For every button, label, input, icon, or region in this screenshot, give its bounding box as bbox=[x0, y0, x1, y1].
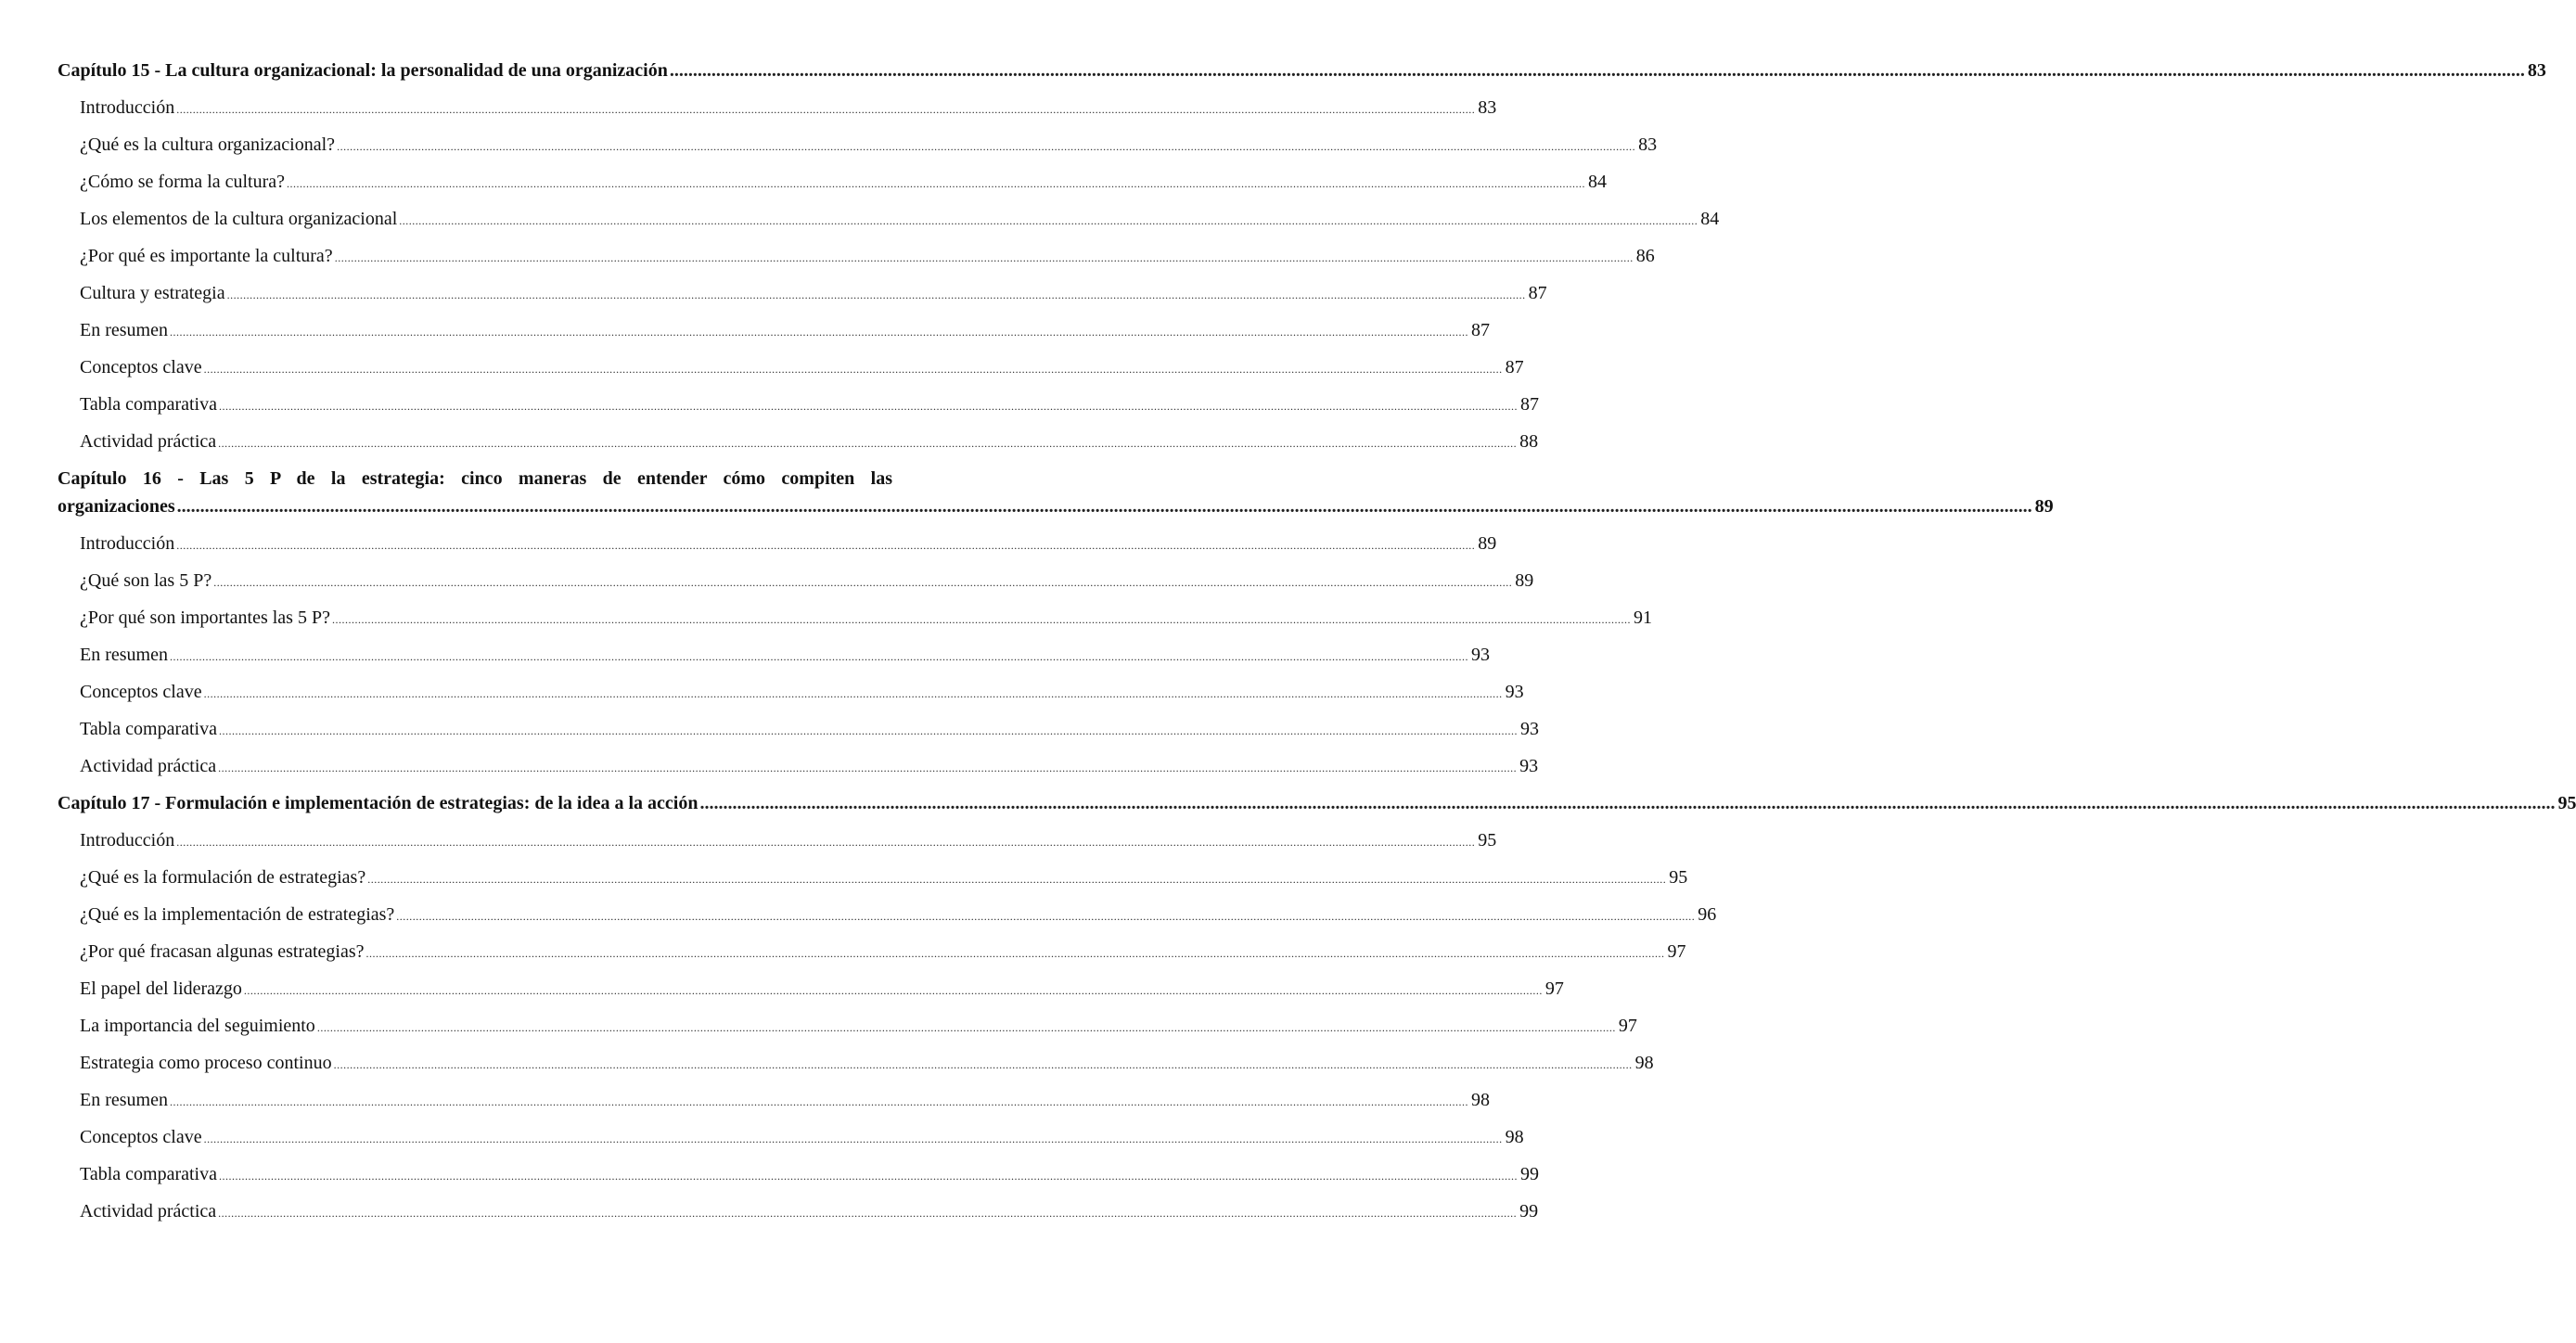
chapter-heading[interactable] bbox=[58, 492, 2054, 520]
page-number: 87 bbox=[1470, 320, 1490, 340]
page-number: 93 bbox=[1519, 756, 1539, 776]
dot-leader: ................................................................................................................................................................................................................................................................................................................................................................................................................ bbox=[699, 793, 2556, 813]
page-number: 93 bbox=[1519, 719, 1539, 739]
dot-leader: ................................................................................................................................................................................................................................................................................................................................................................................................................ bbox=[203, 1132, 1503, 1145]
entry-label: Estrategia como proceso continuo bbox=[80, 1053, 332, 1073]
entry-label: ¿Qué es la cultura organizacional? bbox=[80, 134, 336, 155]
entry-label: Actividad práctica bbox=[80, 1201, 217, 1221]
chapter-15 bbox=[58, 52, 2546, 460]
toc-entry[interactable] bbox=[58, 859, 1688, 896]
toc-entry[interactable] bbox=[58, 636, 1490, 673]
dot-leader: ................................................................................................................................................................................................................................................................................................................................................................................................................ bbox=[213, 576, 1513, 589]
toc-entry[interactable] bbox=[58, 933, 1686, 970]
chapter-title: Capítulo 15 - La cultura organizacional: la personalidad de una organización bbox=[58, 60, 668, 81]
page-number: 98 bbox=[1505, 1127, 1524, 1147]
page-number: 84 bbox=[1700, 209, 1720, 229]
entry-label: Conceptos clave bbox=[80, 682, 202, 702]
toc-entry[interactable] bbox=[58, 525, 1497, 562]
toc-entry[interactable] bbox=[58, 970, 1564, 1007]
toc-entry[interactable] bbox=[58, 1007, 1637, 1044]
entry-label: ¿Cómo se forma la cultura? bbox=[80, 172, 286, 192]
toc-entry[interactable] bbox=[58, 163, 1608, 200]
toc-entry[interactable] bbox=[58, 126, 1658, 163]
toc-entry[interactable] bbox=[58, 599, 1652, 636]
dot-leader: ................................................................................................................................................................................................................................................................................................................................................................................................................ bbox=[169, 1095, 1468, 1108]
page-number: 95 bbox=[1478, 830, 1497, 851]
page-number: 84 bbox=[1588, 172, 1608, 192]
chapter-heading[interactable] bbox=[58, 785, 2576, 822]
entry-label: Conceptos clave bbox=[80, 1127, 202, 1147]
page-number: 87 bbox=[1519, 394, 1539, 415]
entry-label: Introducción bbox=[80, 533, 175, 554]
dot-leader: ................................................................................................................................................................................................................................................................................................................................................................................................................ bbox=[203, 687, 1503, 700]
page-number: 98 bbox=[1634, 1053, 1654, 1073]
page-number: 87 bbox=[1528, 283, 1547, 303]
page-number: 95 bbox=[1669, 867, 1688, 888]
dot-leader: ................................................................................................................................................................................................................................................................................................................................................................................................................ bbox=[365, 947, 1665, 960]
toc-entry[interactable] bbox=[58, 386, 1539, 423]
page-number: 93 bbox=[1505, 682, 1524, 702]
toc-entry[interactable] bbox=[58, 200, 1720, 237]
toc-entry[interactable] bbox=[58, 896, 1717, 933]
page-number: 88 bbox=[1519, 431, 1539, 452]
toc-entry[interactable] bbox=[58, 1044, 1654, 1081]
toc-entry[interactable] bbox=[58, 822, 1497, 859]
page-number: 97 bbox=[1618, 1016, 1637, 1036]
chapter-title-line2: organizaciones bbox=[58, 496, 175, 517]
toc-entry[interactable] bbox=[58, 562, 1534, 599]
entry-label: ¿Por qué es importante la cultura? bbox=[80, 246, 333, 266]
dot-leader: ................................................................................................................................................................................................................................................................................................................................................................................................................ bbox=[399, 214, 1698, 227]
chapter-16 bbox=[58, 465, 2054, 785]
dot-leader: ................................................................................................................................................................................................................................................................................................................................................................................................................ bbox=[176, 539, 1476, 552]
toc-entry[interactable] bbox=[58, 748, 1539, 785]
entry-label: ¿Por qué son importantes las 5 P? bbox=[80, 608, 330, 628]
entry-label: Cultura y estrategia bbox=[80, 283, 225, 303]
dot-leader: ................................................................................................................................................................................................................................................................................................................................................................................................................ bbox=[176, 496, 2032, 517]
dot-leader: ................................................................................................................................................................................................................................................................................................................................................................................................................ bbox=[337, 140, 1636, 153]
dot-leader: ................................................................................................................................................................................................................................................................................................................................................................................................................ bbox=[316, 1021, 1616, 1034]
entry-label: En resumen bbox=[80, 320, 168, 340]
dot-leader: ................................................................................................................................................................................................................................................................................................................................................................................................................ bbox=[334, 251, 1634, 264]
page-number: 89 bbox=[1478, 533, 1497, 554]
dot-leader: ................................................................................................................................................................................................................................................................................................................................................................................................................ bbox=[669, 60, 2525, 81]
entry-label: Tabla comparativa bbox=[80, 1164, 217, 1184]
entry-label: ¿Por qué fracasan algunas estrategias? bbox=[80, 941, 365, 962]
toc-entry[interactable] bbox=[58, 349, 1524, 386]
toc-entry[interactable] bbox=[58, 423, 1539, 460]
toc-entry[interactable] bbox=[58, 1156, 1539, 1193]
toc-entry[interactable] bbox=[58, 673, 1524, 710]
entry-label: Los elementos de la cultura organizacional bbox=[80, 209, 398, 229]
page-number: 86 bbox=[1635, 246, 1655, 266]
dot-leader: ................................................................................................................................................................................................................................................................................................................................................................................................................ bbox=[287, 177, 1586, 190]
chapter-17 bbox=[58, 785, 2576, 1230]
dot-leader: ................................................................................................................................................................................................................................................................................................................................................................................................................ bbox=[333, 1058, 1633, 1071]
page-number: 87 bbox=[1505, 357, 1524, 377]
page-number: 93 bbox=[1470, 645, 1490, 665]
toc-entry[interactable] bbox=[58, 1081, 1490, 1119]
entry-label: En resumen bbox=[80, 1090, 168, 1110]
entry-label: La importancia del seguimiento bbox=[80, 1016, 315, 1036]
dot-leader: ................................................................................................................................................................................................................................................................................................................................................................................................................ bbox=[218, 400, 1518, 413]
page-number: 95 bbox=[2557, 793, 2576, 813]
dot-leader: ................................................................................................................................................................................................................................................................................................................................................................................................................ bbox=[218, 437, 1518, 450]
chapter-heading[interactable] bbox=[58, 52, 2546, 89]
toc-entry[interactable] bbox=[58, 275, 1547, 312]
toc-entry[interactable] bbox=[58, 1193, 1539, 1230]
entry-label: Tabla comparativa bbox=[80, 719, 217, 739]
toc-entry[interactable] bbox=[58, 312, 1490, 349]
entry-label: Introducción bbox=[80, 97, 175, 118]
dot-leader: ................................................................................................................................................................................................................................................................................................................................................................................................................ bbox=[367, 873, 1667, 886]
entry-label: Tabla comparativa bbox=[80, 394, 217, 415]
dot-leader: ................................................................................................................................................................................................................................................................................................................................................................................................................ bbox=[203, 363, 1503, 376]
dot-leader: ................................................................................................................................................................................................................................................................................................................................................................................................................ bbox=[226, 288, 1526, 301]
dot-leader: ................................................................................................................................................................................................................................................................................................................................................................................................................ bbox=[218, 1207, 1518, 1220]
dot-leader: ................................................................................................................................................................................................................................................................................................................................................................................................................ bbox=[169, 650, 1468, 663]
dot-leader: ................................................................................................................................................................................................................................................................................................................................................................................................................ bbox=[218, 1170, 1518, 1183]
page-number: 83 bbox=[2527, 60, 2546, 81]
dot-leader: ................................................................................................................................................................................................................................................................................................................................................................................................................ bbox=[176, 103, 1476, 116]
dot-leader: ................................................................................................................................................................................................................................................................................................................................................................................................................ bbox=[243, 984, 1543, 997]
page-number: 89 bbox=[1515, 570, 1534, 591]
page-number: 83 bbox=[1638, 134, 1658, 155]
table-of-contents bbox=[58, 52, 2576, 1230]
toc-entry[interactable] bbox=[58, 89, 1497, 126]
entry-label: ¿Qué es la formulación de estrategias? bbox=[80, 867, 366, 888]
dot-leader: ................................................................................................................................................................................................................................................................................................................................................................................................................ bbox=[169, 326, 1468, 339]
entry-label: Actividad práctica bbox=[80, 431, 217, 452]
page-number: 99 bbox=[1519, 1201, 1539, 1221]
page-number: 96 bbox=[1698, 904, 1717, 925]
chapter-title: Capítulo 17 - Formulación e implementación de estrategias: de la idea a la acción bbox=[58, 793, 698, 813]
entry-label: ¿Qué son las 5 P? bbox=[80, 570, 212, 591]
entry-label: Actividad práctica bbox=[80, 756, 217, 776]
page-number: 97 bbox=[1667, 941, 1686, 962]
entry-label: En resumen bbox=[80, 645, 168, 665]
entry-label: Conceptos clave bbox=[80, 357, 202, 377]
toc-entry[interactable] bbox=[58, 237, 1655, 275]
entry-label: Introducción bbox=[80, 830, 175, 851]
dot-leader: ................................................................................................................................................................................................................................................................................................................................................................................................................ bbox=[218, 724, 1518, 737]
chapter-title-line1[interactable]: Capítulo 16 - Las 5 P de la estrategia: cinco maneras de entender cómo compiten las bbox=[58, 468, 892, 489]
page-number: 99 bbox=[1519, 1164, 1539, 1184]
dot-leader: ................................................................................................................................................................................................................................................................................................................................................................................................................ bbox=[176, 836, 1476, 849]
dot-leader: ................................................................................................................................................................................................................................................................................................................................................................................................................ bbox=[396, 910, 1696, 923]
toc-entry[interactable] bbox=[58, 710, 1539, 748]
entry-label: El papel del liderazgo bbox=[80, 978, 242, 999]
page-number: 91 bbox=[1633, 608, 1652, 628]
toc-entry[interactable] bbox=[58, 1119, 1524, 1156]
page-number: 83 bbox=[1478, 97, 1497, 118]
dot-leader: ................................................................................................................................................................................................................................................................................................................................................................................................................ bbox=[218, 761, 1518, 774]
page-number: 97 bbox=[1544, 978, 1564, 999]
page-number: 98 bbox=[1470, 1090, 1490, 1110]
page-number: 89 bbox=[2034, 496, 2054, 517]
dot-leader: ................................................................................................................................................................................................................................................................................................................................................................................................................ bbox=[331, 613, 1631, 626]
entry-label: ¿Qué es la implementación de estrategias? bbox=[80, 904, 395, 925]
